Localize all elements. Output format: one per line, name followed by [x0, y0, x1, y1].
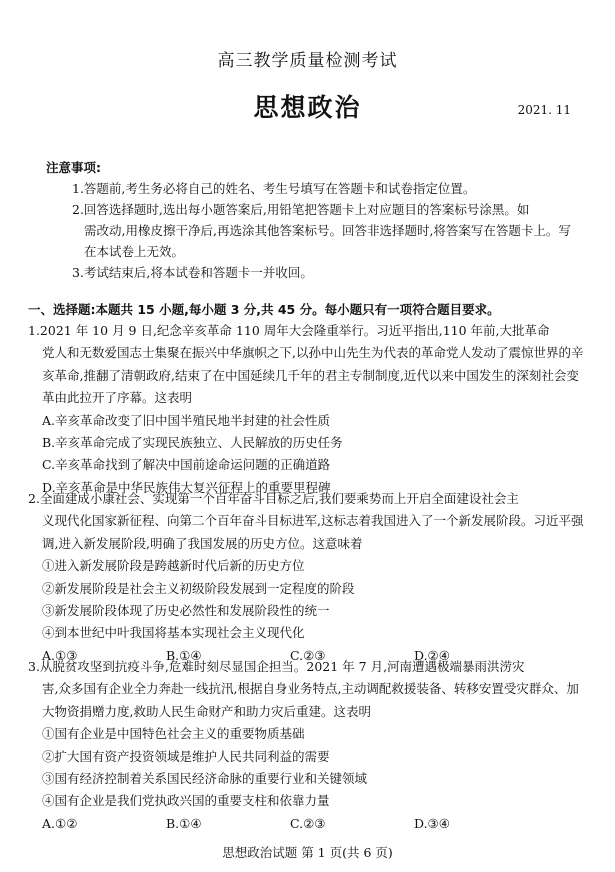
option-d: D.辛亥革命是中华民族伟大复兴征程上的重要里程碑	[42, 479, 331, 495]
section-heading: 一、选择题:本题共 15 小题,每小题 3 分,共 45 分。每小题只有一项符合题目要求。	[28, 302, 500, 317]
answer-d: D.③④	[414, 815, 450, 831]
answer-a: A.①②	[42, 815, 78, 831]
question-1	[28, 320, 590, 499]
option-b: B.辛亥革命完成了实现民族独立、人民解放的历史任务	[42, 435, 343, 451]
option-a: A.辛亥革命改变了旧中国半殖民地半封建的社会性质	[42, 412, 331, 428]
notice-item	[46, 262, 578, 283]
question-stem-continuation: 害,众多国有企业全力奔赴一线抗汛,根据自身业务特点,主动调配救援装备、转移安置受灾群众、加大物资捐赠力度,救助人民生命财产和助力灾后重建。这表明	[42, 681, 579, 719]
exam-subtitle: 高三教学质量检测考试	[217, 51, 398, 71]
question-stem: 3.从脱贫攻坚到抗疫斗争,危难时刻尽显国企担当。2021 年 7 月,河南遭遇极端暴雨洪涝灾	[28, 659, 525, 674]
notice-item-text: 1.答题前,考生务必将自己的姓名、考生号填写在答题卡和试卷指定位置。	[72, 181, 476, 196]
notice-item-text: 3.考试结束后,将本试卷和答题卡一并收回。	[72, 265, 313, 280]
answer-b: B.①④	[166, 815, 202, 831]
notice-item	[46, 178, 578, 199]
question-stem: 2.全面建成小康社会、实现第一个百年奋斗目标之后,我们要乘势而上开启全面建设社会主	[28, 491, 519, 506]
exam-date: 2021. 11	[517, 103, 571, 117]
answer-c: C.②③	[290, 815, 326, 831]
option-c: C.辛亥革命找到了解决中国前途命运问题的正确道路	[42, 457, 331, 473]
answer-c: C.②③	[290, 647, 326, 663]
notice-item	[46, 199, 578, 262]
question-3	[28, 656, 590, 835]
statement-3: ③新发展阶段体现了历史必然性和发展阶段性的统一	[42, 603, 330, 619]
exam-title: 思想政治	[253, 93, 362, 122]
statement-3: ③国有经济控制着关系国民经济命脉的重要行业和关键领域	[42, 771, 368, 787]
notice-title: 注意事项:	[46, 160, 101, 175]
answer-a: A.①③	[42, 647, 78, 663]
notice-item-text: 2.回答选择题时,选出每小题答案后,用铅笔把答题卡上对应题目的答案标号涂黑。如	[72, 202, 530, 217]
answer-choices	[28, 813, 590, 835]
notice-item-continuation: 需改动,用橡皮擦干净后,再选涂其他答案标号。回答非选择题时,将答案写在答题卡上。写在本试卷上无效。	[84, 223, 571, 259]
statement-2: ②扩大国有资产投资领域是维护人民共同利益的需要	[42, 748, 330, 764]
statement-4: ④到本世纪中叶我国将基本实现社会主义现代化	[42, 625, 305, 641]
notice-block	[46, 157, 578, 283]
question-2	[28, 488, 590, 667]
statement-2: ②新发展阶段是社会主义初级阶段发展到一定程度的阶段	[42, 580, 355, 596]
answer-b: B.①④	[166, 647, 202, 663]
page-footer: 思想政治试题 第 1 页(共 6 页)	[222, 845, 393, 860]
question-stem: 1.2021 年 10 月 9 日,纪念辛亥革命 110 周年大会隆重举行。习近平指出,110 年前,大批革命	[28, 323, 550, 338]
question-stem-continuation: 党人和无数爱国志士集聚在振兴中华旗帜之下,以孙中山先生为代表的革命党人发动了震惊世界的辛亥革命,推翻了清朝政府,结束了在中国延续几千年的君主专制制度,近代以来中国发生的深刻社会变革由此拉开了序幕。这表明	[42, 345, 584, 406]
statement-4: ④国有企业是我们党执政兴国的重要支柱和依靠力量	[42, 793, 330, 809]
statement-1: ①进入新发展阶段是跨越新时代后新的历史方位	[42, 558, 305, 574]
question-stem-continuation: 义现代化国家新征程、向第二个百年奋斗目标进军,这标志着我国进入了一个新发展阶段。习近平强调,进入新发展阶段,明确了我国发展的历史方位。这意味着	[42, 513, 584, 551]
statement-1: ①国有企业是中国特色社会主义的重要物质基础	[42, 726, 305, 742]
answer-d: D.②④	[414, 647, 450, 663]
